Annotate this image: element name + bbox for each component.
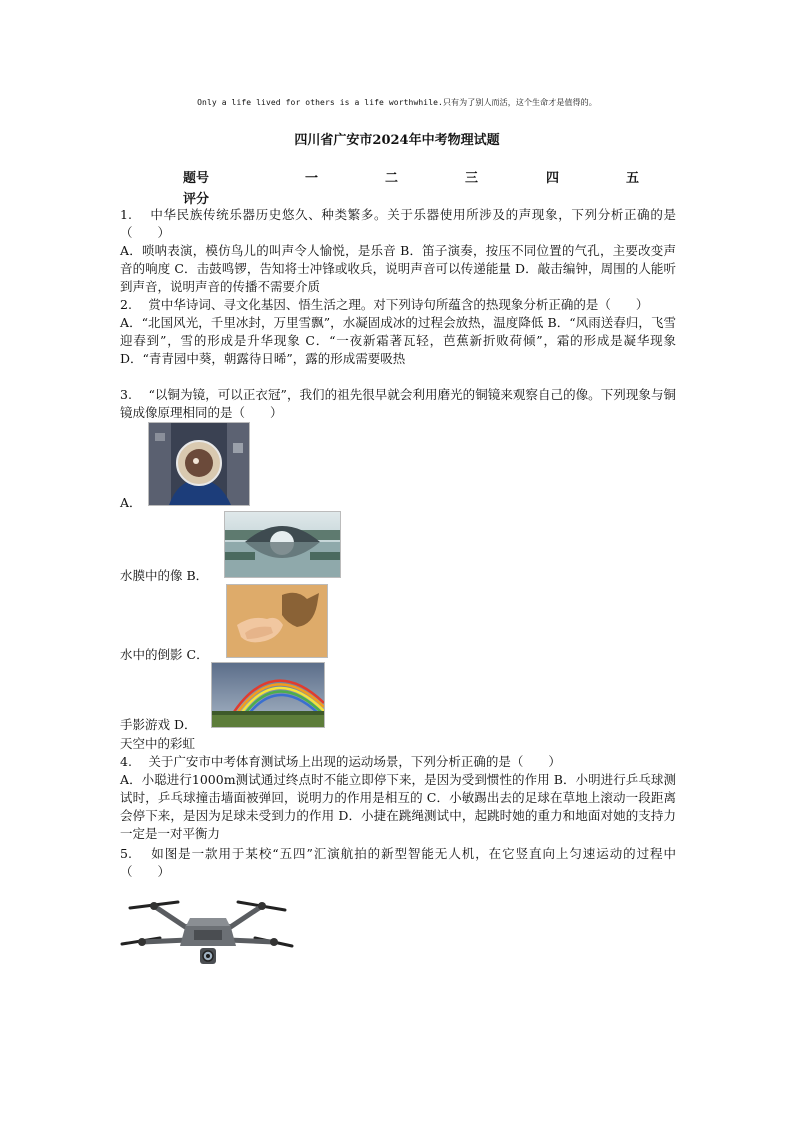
option-a-letter: A． <box>120 495 142 510</box>
option-c-image <box>226 584 328 658</box>
option-b-line <box>120 567 208 585</box>
question-4-options: A．小聪进行1000m测试通过终点时不能立即停下来，是因为受到惯性的作用 B．小明进行乒乓球测试时，乒乓球撞击墙面被弹回，说明力的作用是相互的 C．小敏踢出去的足球在草地上滚动一段距离会停下来，是因为足球未受到力的作用 D．小捷在跳绳测试中，起跳时她的重力和地面对她的支持力一定是一对平衡力 <box>120 772 676 841</box>
option-d-image <box>211 662 325 728</box>
score-table-score-label: 评分 <box>183 192 210 207</box>
score-table-row-label: 题号 <box>183 171 210 186</box>
score-col-3: 三 <box>465 171 479 186</box>
page-motto: Only a life lived for others is a life worthwhile.只有为了别人而活，这个生命才是值得的。 <box>197 98 597 107</box>
question-4 <box>120 753 676 843</box>
question-2-options: A．“北国风光，千里冰封，万里雪飘”，水凝固成冰的过程会放热，温度降低 B．“风雨送春归，飞雪迎春到”，雪的形成是升华现象 C．“一夜新霜著瓦轻，芭蕉新折败荷倾”，霜的形成是凝华现象 D．“青青园中葵，朝露待日晞”，露的形成需要吸热 <box>120 315 676 366</box>
option-a-caption: 水膜中的像 <box>120 568 183 583</box>
score-col-1: 一 <box>305 171 319 186</box>
question-5 <box>120 845 676 881</box>
question-2 <box>120 296 676 368</box>
exam-title: 四川省广安市2024年中考物理试题 <box>294 133 500 148</box>
question-5-stem: 5. 如图是一款用于某校“五四”汇演航拍的新型智能无人机，在它竖直向上匀速运动的过程中（ ） <box>120 846 676 879</box>
option-b-letter: B． <box>186 568 209 583</box>
option-c-line <box>120 646 209 664</box>
option-a-image <box>148 422 250 506</box>
question-1-stem: 1. 中华民族传统乐器历史悠久、种类繁多。关于乐器使用所涉及的声现象，下列分析正确的是（ ） <box>120 207 676 240</box>
question-1 <box>120 206 676 296</box>
option-d-letter: D． <box>174 717 197 732</box>
drone-image <box>120 894 295 982</box>
score-col-2: 二 <box>385 171 399 186</box>
question-3 <box>120 386 676 422</box>
option-d-line <box>120 716 197 734</box>
question-2-stem: 2. 赏中华诗词、寻文化基因、悟生活之理。对下列诗句所蕴含的热现象分析正确的是（ ） <box>120 297 649 312</box>
option-b-image <box>224 511 341 578</box>
question-1-options: A．唢呐表演，模仿鸟儿的叫声令人愉悦，是乐音 B．笛子演奏，按压不同位置的气孔，主要改变声音的响度 C．击鼓鸣锣，告知将士冲锋或收兵，说明声音可以传递能量 D．敲击编钟，周围的人能听到声音，说明声音的传播不需要介质 <box>120 243 676 294</box>
option-b-caption: 水中的倒影 <box>120 647 183 662</box>
score-col-5: 五 <box>626 171 640 186</box>
question-3-stem: 3. “以铜为镜，可以正衣冠”，我们的祖先很早就会利用磨光的铜镜来观察自己的像。下列现象与铜镜成像原理相同的是（ ） <box>120 387 676 420</box>
option-d-caption: 天空中的彩虹 <box>120 736 196 751</box>
question-4-stem: 4. 关于广安市中考体育测试场上出现的运动场景，下列分析正确的是（ ） <box>120 754 561 769</box>
option-c-letter: C． <box>186 647 209 662</box>
score-col-4: 四 <box>546 171 560 186</box>
option-c-caption: 手影游戏 <box>120 717 171 732</box>
